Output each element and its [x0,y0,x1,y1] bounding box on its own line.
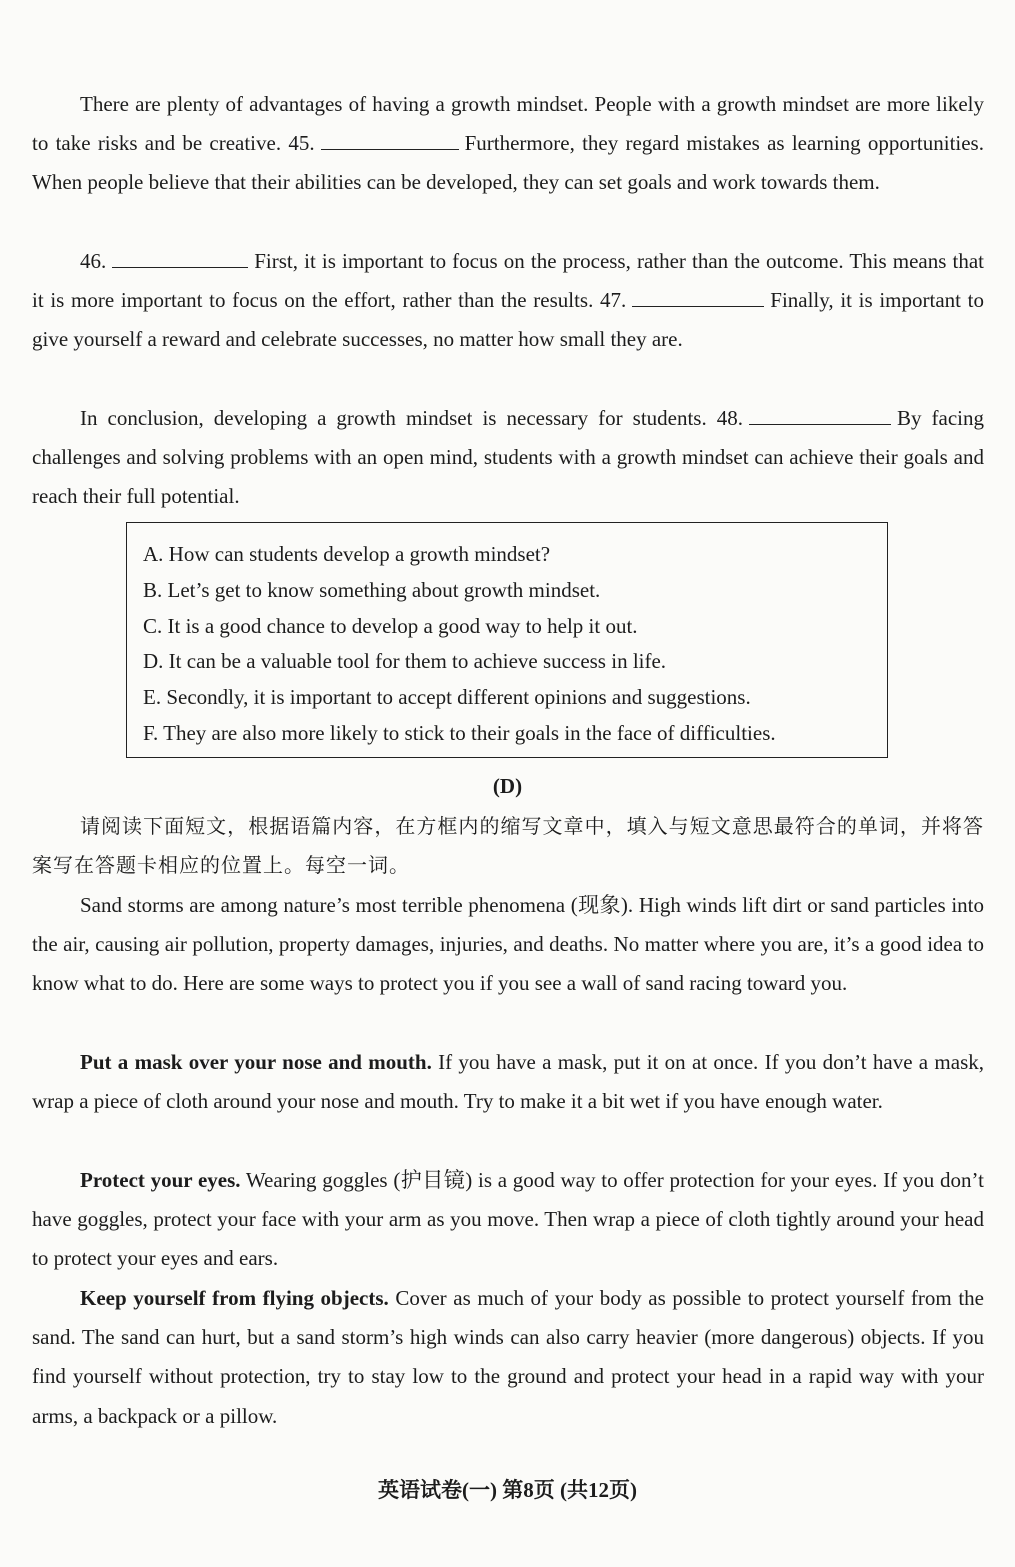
paragraph-how-to-develop [32,242,984,360]
paragraph-heading: Protect your eyes. [80,1168,241,1192]
paragraph-text: By facing challenges and solving problems with an open mind, students with a growth mindset can achieve their goals and reach their full potential. [32,406,984,509]
paragraph-text: Wearing goggles (护目镜) is a good way to offer protection for your eyes. If you don’t have goggles, protect your face with your arm as you move. Then wrap a piece of cloth tightly around your head to protect your eyes and ears. [32,1168,984,1271]
section-heading: (D) [492,774,523,798]
answer-blank-46[interactable] [112,266,248,268]
options-box [126,522,888,758]
paragraph-text: Finally, it is important to give yourself a reward and celebrate successes, no matter how small they are. [32,288,984,352]
paragraph-text: If you have a mask, put it on at once. If you don’t have a mask, wrap a piece of cloth around your nose and mouth. Try to make it a bit wet if you have enough water. [32,1050,984,1114]
option-b: B. Let’s get to know something about growth mindset. [143,577,601,602]
passage-paragraph-mask [32,1043,984,1121]
paragraph-text: Cover as much of your body as possible to protect yourself from the sand. The sand can hurt, but a sand storm’s high winds can also carry heavier (more dangerous) objects. If you find yourself without protection, try to stay low to the ground and protect your head in a rapid way with your arms, a backpack or a pillow. [32,1286,984,1428]
option-a: A. How can students develop a growth mindset? [143,542,551,566]
option-e: E. Secondly, it is important to accept different opinions and suggestions. [143,685,751,710]
option-c: C. It is a good chance to develop a good way to help it out. [143,613,638,638]
paragraph-conclusion [32,399,984,517]
answer-blank-48[interactable] [749,423,891,425]
paragraph-heading: Keep yourself from flying objects. [80,1286,389,1310]
paragraph-text: First, it is important to focus on the process, rather than the outcome. This means that it is more important to focus on the effort, rather than the results. 47. [32,249,984,313]
page-footer: 英语试卷(一) 第8页 (共12页) [378,1478,637,1502]
answer-blank-45[interactable] [321,148,459,150]
paragraph-text: There are plenty of advantages of having a growth mindset. People with a growth mindset are more likely to take risks and be creative. 45. [32,92,984,156]
answer-blank-47[interactable] [632,305,764,307]
option-d: D. It can be a valuable tool for them to achieve success in life. [143,649,667,674]
blank-number: 46. [80,249,107,273]
passage-paragraph-intro: Sand storms are among nature’s most terrible phenomena (现象). High winds lift dirt or sand particles into the air, causing air pollution, property damages, injuries, and deaths. No matter where you are, it’s a good idea to know what to do. Here are some ways to protect you if you see a wall of sand racing toward you. [32,893,984,996]
passage-paragraph-objects [32,1279,984,1436]
section-instructions: 请阅读下面短文，根据语篇内容，在方框内的缩写文章中，填入与短文意思最符合的单词，并将答案写在答题卡相应的位置上。每空一词。 [32,814,984,877]
option-f: F. They are also more likely to stick to their goals in the face of difficulties. [143,720,776,745]
paragraph-text: In conclusion, developing a growth mindset is necessary for students. 48. [80,406,743,430]
passage-paragraph-eyes [32,1161,984,1279]
paragraph-advantages [32,85,984,203]
paragraph-heading: Put a mask over your nose and mouth. [80,1050,432,1074]
paragraph-text: Furthermore, they regard mistakes as learning opportunities. When people believe that their abilities can be developed, they can set goals and work towards them. [32,131,984,195]
